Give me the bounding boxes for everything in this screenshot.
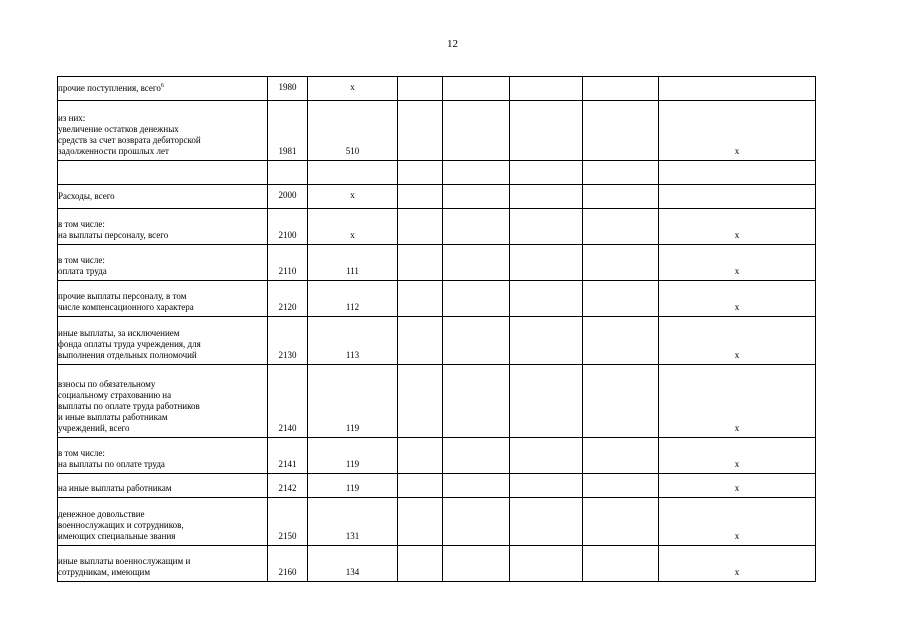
- value-cell: [583, 185, 659, 209]
- value-cell: [510, 161, 583, 185]
- page-number: 12: [447, 38, 458, 50]
- value-cell: [398, 365, 443, 438]
- row-name-line: на выплаты по оплате труда: [58, 459, 165, 469]
- row-name-line: в том числе:: [58, 255, 105, 265]
- row-mark-cell: x: [659, 101, 816, 161]
- value-cell: [443, 498, 510, 546]
- row-name-line: задолженности прошлых лет: [58, 146, 169, 156]
- value-cell: [583, 101, 659, 161]
- row-name-line: увеличение остатков денежных: [58, 124, 179, 134]
- value-cell: [398, 317, 443, 365]
- table-row: [58, 185, 816, 209]
- row-mark-cell: x: [659, 438, 816, 474]
- row-name-line: взносы по обязательному: [58, 379, 156, 389]
- row-name-line: сотрудникам, имеющим: [58, 567, 151, 577]
- row-code-cell: 2000: [268, 185, 308, 209]
- table-row: [58, 438, 816, 474]
- value-cell: [510, 281, 583, 317]
- value-cell: [443, 245, 510, 281]
- value-cell: [510, 498, 583, 546]
- row-name-line: Расходы, всего: [58, 191, 115, 201]
- row-kbk-cell: x: [308, 77, 398, 101]
- table-row: [58, 474, 816, 498]
- row-name-cell: [58, 185, 268, 209]
- value-cell: [443, 161, 510, 185]
- budget-table: [57, 76, 816, 582]
- row-name-line: денежное довольствие: [58, 509, 145, 519]
- row-code-cell: 2141: [268, 438, 308, 474]
- row-name-cell: [58, 209, 268, 245]
- value-cell: [583, 474, 659, 498]
- value-cell: [510, 474, 583, 498]
- row-code-cell: 1980: [268, 77, 308, 101]
- row-name-line: имеющих специальные звания: [58, 531, 176, 541]
- table-body: [58, 77, 816, 582]
- table-row: [58, 498, 816, 546]
- row-name-line: выплаты по оплате труда работников: [58, 401, 200, 411]
- row-name-line: учреждений, всего: [58, 423, 130, 433]
- row-name-line: военнослужащих и сотрудников,: [58, 520, 184, 530]
- row-name-line: оплата труда: [58, 266, 107, 276]
- table-row: [58, 101, 816, 161]
- table-row: [58, 245, 816, 281]
- row-name-line: в том числе:: [58, 448, 105, 458]
- value-cell: [583, 365, 659, 438]
- table-row: [58, 365, 816, 438]
- value-cell: [443, 281, 510, 317]
- value-cell: [510, 185, 583, 209]
- value-cell: [398, 474, 443, 498]
- row-kbk-cell: 510: [308, 101, 398, 161]
- row-mark-cell: [659, 185, 816, 209]
- value-cell: [510, 101, 583, 161]
- row-name-cell: [58, 245, 268, 281]
- row-mark-cell: x: [659, 365, 816, 438]
- row-name-cell: [58, 101, 268, 161]
- value-cell: [398, 77, 443, 101]
- value-cell: [510, 209, 583, 245]
- row-name-text: прочие поступления, всего: [58, 83, 161, 93]
- value-cell: [398, 438, 443, 474]
- value-cell: [443, 474, 510, 498]
- table-row: [58, 317, 816, 365]
- row-name-cell: [58, 317, 268, 365]
- row-code-cell: 2120: [268, 281, 308, 317]
- row-name-line: иные выплаты, за исключением: [58, 328, 180, 338]
- row-name-line: прочие выплаты персоналу, в том: [58, 291, 187, 301]
- row-name-line: на иные выплаты работникам: [58, 483, 172, 493]
- value-cell: [583, 438, 659, 474]
- value-cell: [510, 245, 583, 281]
- row-code-cell: 2110: [268, 245, 308, 281]
- row-kbk-cell: x: [308, 185, 398, 209]
- value-cell: [443, 317, 510, 365]
- row-mark-cell: x: [659, 317, 816, 365]
- row-kbk-cell: x: [308, 209, 398, 245]
- row-name-line: в том числе:: [58, 219, 105, 229]
- footnote-marker: 6: [160, 83, 164, 89]
- value-cell: [398, 161, 443, 185]
- value-cell: [443, 365, 510, 438]
- table-row: [58, 209, 816, 245]
- value-cell: [398, 209, 443, 245]
- table-row: [58, 77, 816, 101]
- row-mark-cell: x: [659, 209, 816, 245]
- value-cell: [583, 161, 659, 185]
- row-kbk-cell: 112: [308, 281, 398, 317]
- value-cell: [583, 317, 659, 365]
- table-row: [58, 281, 816, 317]
- row-code-cell: 2142: [268, 474, 308, 498]
- value-cell: [510, 77, 583, 101]
- row-mark-cell: x: [659, 546, 816, 582]
- value-cell: [510, 317, 583, 365]
- value-cell: [510, 365, 583, 438]
- row-code-cell: 2140: [268, 365, 308, 438]
- value-cell: [398, 101, 443, 161]
- row-name-cell: [58, 498, 268, 546]
- row-code-cell: 2100: [268, 209, 308, 245]
- row-name-line: на выплаты персоналу, всего: [58, 230, 169, 240]
- value-cell: [583, 498, 659, 546]
- row-name-line: иные выплаты военнослужащим и: [58, 556, 191, 566]
- row-code-cell: 2150: [268, 498, 308, 546]
- value-cell: [398, 185, 443, 209]
- row-kbk-cell: 111: [308, 245, 398, 281]
- value-cell: [583, 77, 659, 101]
- value-cell: [583, 546, 659, 582]
- value-cell: [398, 546, 443, 582]
- row-name-line: числе компенсационного характера: [58, 302, 194, 312]
- table-row: [58, 161, 816, 185]
- value-cell: [510, 546, 583, 582]
- row-kbk-cell: 113: [308, 317, 398, 365]
- row-name-cell: [58, 365, 268, 438]
- row-name-cell: [58, 77, 268, 101]
- row-kbk-cell: 131: [308, 498, 398, 546]
- row-kbk-cell: 119: [308, 438, 398, 474]
- row-mark-cell: x: [659, 474, 816, 498]
- value-cell: [443, 209, 510, 245]
- row-mark-cell: [659, 77, 816, 101]
- row-name-cell: [58, 474, 268, 498]
- value-cell: [443, 546, 510, 582]
- row-code-cell: 2160: [268, 546, 308, 582]
- row-code-cell: [268, 161, 308, 185]
- row-kbk-cell: 134: [308, 546, 398, 582]
- row-name-line: [58, 83, 263, 94]
- row-name-cell: [58, 281, 268, 317]
- row-code-cell: 1981: [268, 101, 308, 161]
- row-name-cell: [58, 546, 268, 582]
- value-cell: [398, 245, 443, 281]
- value-cell: [510, 438, 583, 474]
- value-cell: [583, 209, 659, 245]
- value-cell: [583, 245, 659, 281]
- row-name-cell: [58, 161, 268, 185]
- row-code-cell: 2130: [268, 317, 308, 365]
- value-cell: [443, 438, 510, 474]
- row-name-line: фонда оплаты труда учреждения, для: [58, 339, 201, 349]
- row-name-line: выполнения отдельных полномочий: [58, 350, 197, 360]
- value-cell: [398, 498, 443, 546]
- value-cell: [443, 77, 510, 101]
- value-cell: [583, 281, 659, 317]
- value-cell: [443, 185, 510, 209]
- row-mark-cell: [659, 161, 816, 185]
- value-cell: [398, 281, 443, 317]
- table-row: [58, 546, 816, 582]
- row-name-cell: [58, 438, 268, 474]
- row-name-line: средств за счет возврата дебиторской: [58, 135, 201, 145]
- row-kbk-cell: 119: [308, 365, 398, 438]
- row-name-line: и иные выплаты работникам: [58, 412, 168, 422]
- row-name-line: из них:: [58, 113, 86, 123]
- row-mark-cell: x: [659, 498, 816, 546]
- row-kbk-cell: 119: [308, 474, 398, 498]
- row-name-line: социальному страхованию на: [58, 390, 172, 400]
- row-kbk-cell: [308, 161, 398, 185]
- row-mark-cell: x: [659, 281, 816, 317]
- row-mark-cell: x: [659, 245, 816, 281]
- value-cell: [443, 101, 510, 161]
